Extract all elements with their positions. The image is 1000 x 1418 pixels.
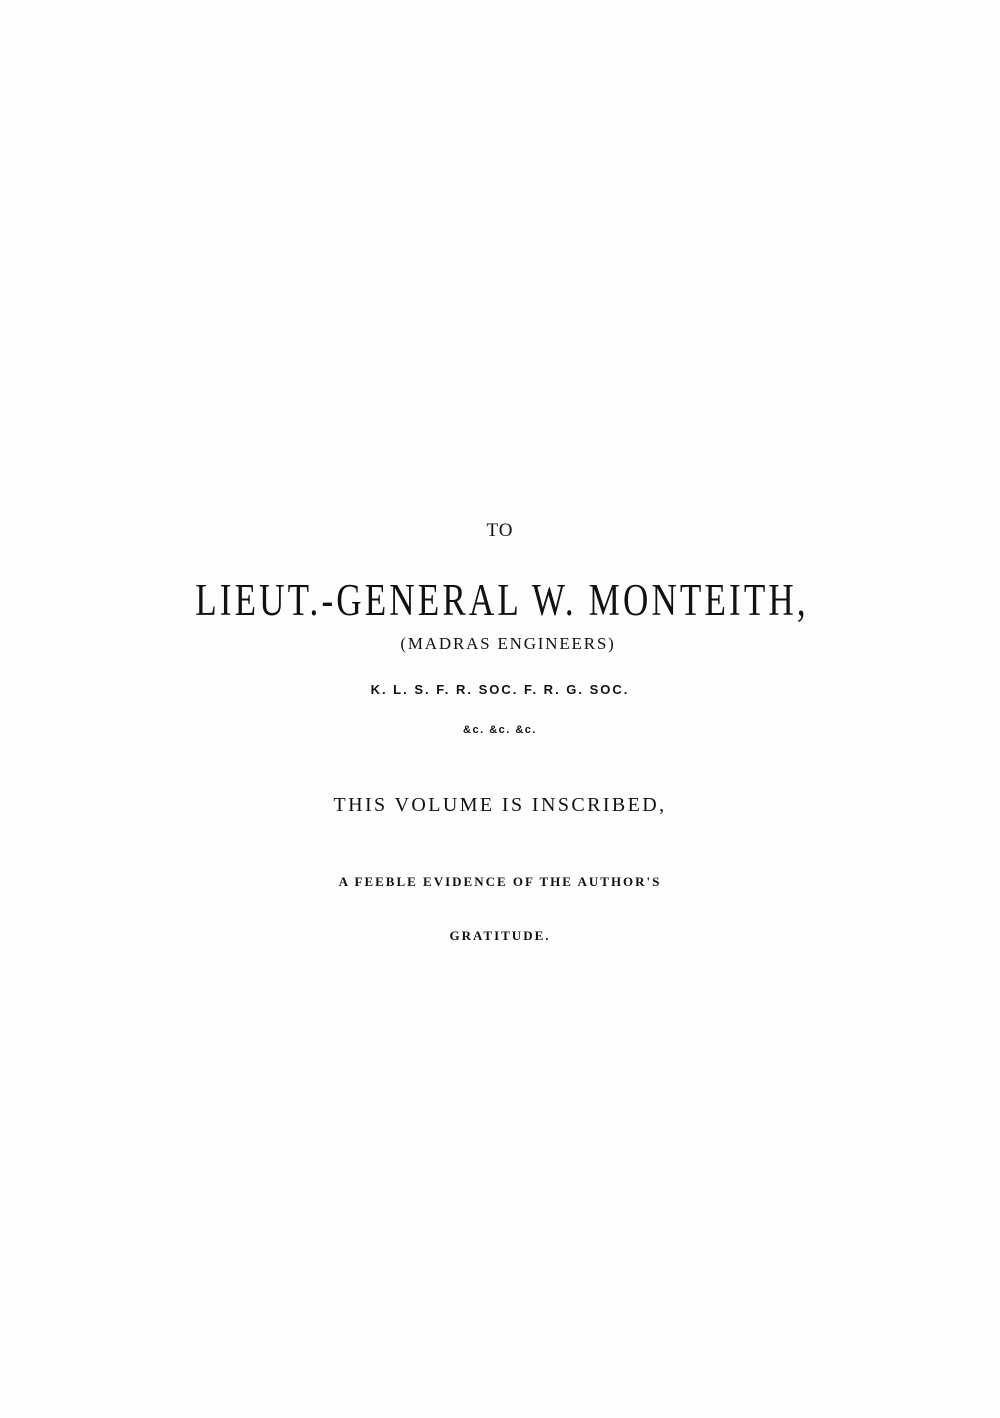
dedication-to: TO <box>486 520 514 541</box>
dedicatee-etc: &c. &c. &c. <box>463 724 537 736</box>
gratitude-line: GRATITUDE. <box>449 928 551 943</box>
dedicatee-honours: K. L. S. F. R. SOC. F. R. G. SOC. <box>370 682 630 697</box>
inscription-line: THIS VOLUME IS INSCRIBED, <box>333 794 667 816</box>
dedicatee-name: LIEUT.-GENERAL W. MONTEITH, <box>195 575 809 625</box>
dedicatee-corps: (MADRAS ENGINEERS) <box>400 634 616 653</box>
evidence-line: A FEEBLE EVIDENCE OF THE AUTHOR'S <box>338 874 662 889</box>
